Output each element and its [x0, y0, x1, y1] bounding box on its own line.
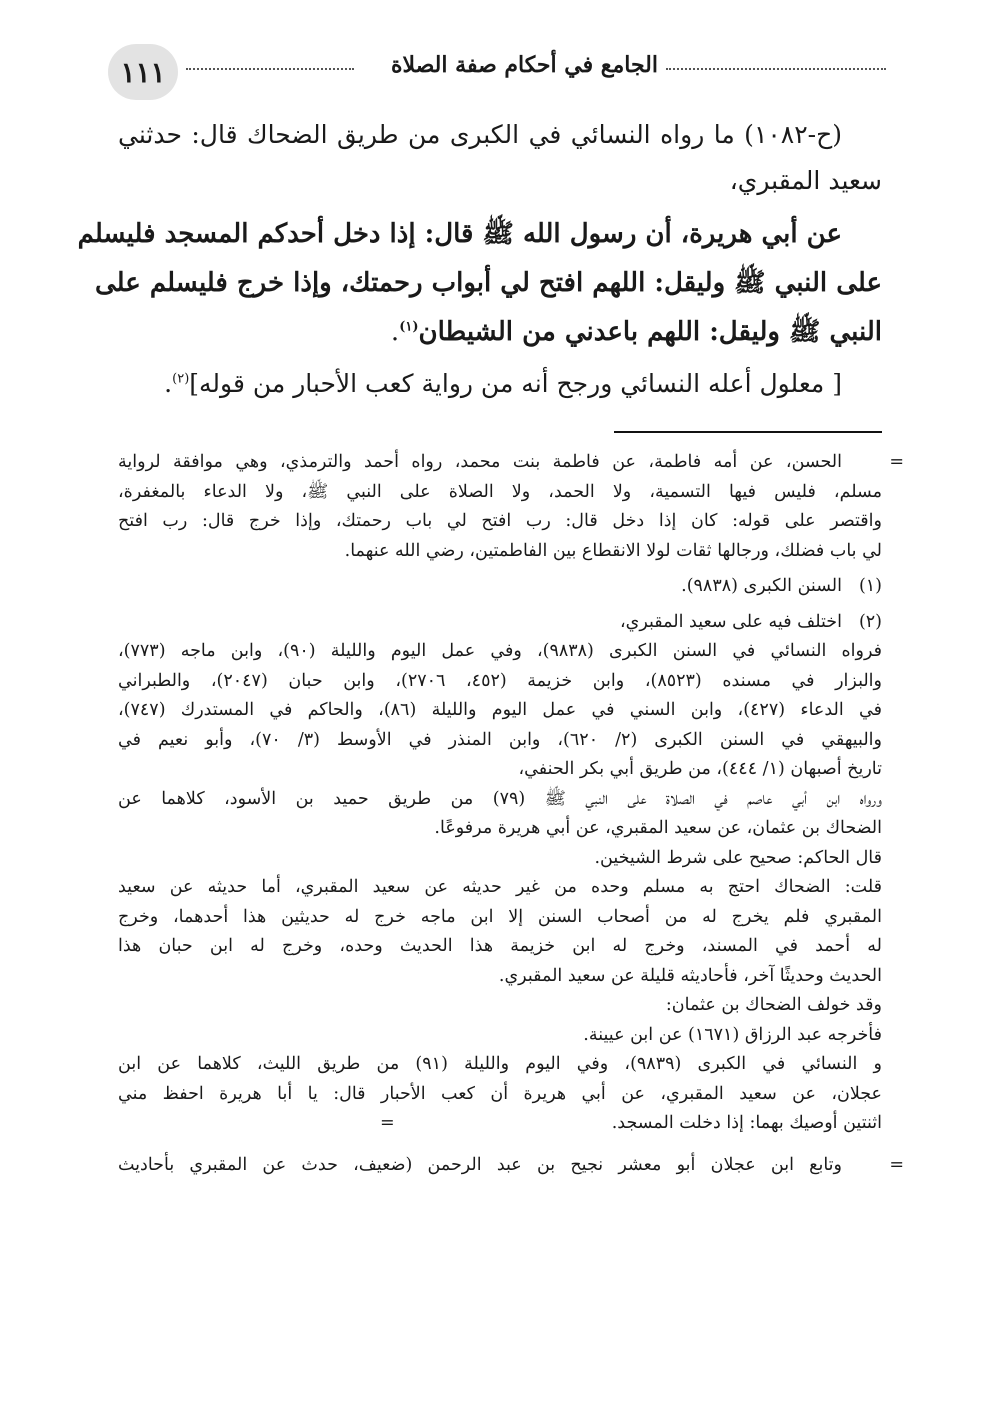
- footnote-line: الضحاك بن عثمان، عن سعيد المقبري، عن أبي هريرة مرفوعًا.: [434, 818, 882, 838]
- footnotes: [118, 448, 904, 1180]
- footnote-text: السنن الكبرى (٩٨٣٨).: [681, 576, 842, 596]
- footnote-line: [118, 1151, 904, 1181]
- hadith-text-line: عن أبي هريرة، أن رسول الله ﷺ قال: إذا دخل أحدكم المسجد فليسلم: [77, 219, 842, 249]
- footnote-ref: (٢): [172, 371, 190, 387]
- footnote-text: اختلف فيه على سعيد المقبري،: [620, 611, 842, 632]
- book-title: الجامع في أحكام صفة الصلاة: [383, 52, 666, 78]
- hadith-text-line: [118, 308, 882, 357]
- footnote-line: ورواه ابن أبي عاصم في الصلاة على النبي ﷺ (٧٩) من طريق حميد بن الأسود، كلاهما عن: [118, 788, 882, 809]
- footnote-line: واقتصر على قوله: كان إذا دخل قال: رب افتح لي باب رحمتك، وإذا خرج قال: رب افتح: [118, 511, 882, 531]
- footnote-text: اثنتين أوصيك بهما: إذا دخلت المسجد.: [611, 1113, 882, 1133]
- page-number: ١١١: [108, 44, 178, 100]
- footnote-separator: [614, 431, 882, 433]
- hadith-text: النبي ﷺ وليقل: اللهم باعدني من الشيطان: [418, 317, 882, 347]
- footnote-line: عجلان، عن سعيد المقبري، عن أبي هريرة أن كعب الأحبار قال: يا أبا هريرة احفظ مني: [118, 1083, 882, 1104]
- footnote-ref: (١): [399, 319, 419, 335]
- footnote-line: والبيهقي في السنن الكبرى (٢/ ٦٢٠)، وابن المنذر في الأوسط (٣/ ٧٠)، وأبو نعيم في: [118, 729, 882, 750]
- continuation-mark: =: [889, 452, 904, 472]
- footnote-line: وقد خولف الضحاك بن عثمان:: [665, 995, 882, 1015]
- footnote-line: تاريخ أصبهان (١/ ٤٤٤)، من طريق أبي بكر الحنفي،: [518, 759, 882, 779]
- verdict-text: [ معلول أعله النسائي ورجح أنه من رواية كعب الأحبار من قوله]: [189, 369, 842, 398]
- footnote-line: مسلم، فليس فيها التسمية، ولا الحمد، ولا الصلاة على النبي ﷺ، ولا الدعاء بالمغفرة،: [118, 481, 882, 502]
- footnote-line: والبزار في مسنده (٨٥٢٣)، وابن خزيمة (٤٥٢، ٢٧٠٦)، وابن حبان (٢٠٤٧)، والطبراني: [118, 670, 882, 691]
- hadith-intro-line: (ح-١٠٨٢) ما رواه النسائي في الكبرى من طريق الضحاك قال: حدثني: [118, 120, 842, 149]
- footnote-line: فرواه النسائي في السنن الكبرى (٩٨٣٨)، وفي عمل اليوم والليلة (٩٠)، وابن ماجه (٧٧٣)،: [118, 641, 883, 661]
- footnote-2: [118, 608, 882, 638]
- footnote-number: (١): [858, 576, 882, 596]
- footnote-text: وتابع ابن عجلان أبو معشر نجيح بن عبد الرحمن (ضعيف، حدث عن المقبري بأحاديث: [118, 1154, 842, 1175]
- footnote-line: [118, 448, 904, 478]
- footnote-line: قال الحاكم: صحيح على شرط الشيخين.: [594, 847, 882, 868]
- footnote-text: الحسن، عن أمه فاطمة، عن فاطمة بنت محمد، رواه أحمد والترمذي، وهي موافقة لرواية: [118, 452, 842, 472]
- footnote-line: و النسائي في الكبرى (٩٨٣٩)، وفي اليوم والليلة (٩١) من طريق الليث، كلاهما عن ابن: [118, 1054, 882, 1074]
- footnote-line: الحديث وحديثًا آخر، فأحاديثه قليلة عن سعيد المقبري.: [498, 965, 882, 986]
- footnote-line: فأخرجه عبد الرزاق (١٦٧١) عن ابن عيينة.: [583, 1024, 882, 1045]
- footnote-line: قلت: الضحاك احتج به مسلم وحده من غير حديثه عن سعيد المقبري، أما حديثه عن سعيد: [118, 877, 882, 897]
- header-dotted-rule: [186, 68, 354, 70]
- footnote-line: له أحمد في المسند، وخرج له ابن خزيمة هذا الحديث وحده، وخرج له ابن حبان هذا: [118, 936, 882, 956]
- continuation-mark: =: [889, 1154, 904, 1175]
- running-header: [108, 44, 886, 100]
- hadith-text-line: على النبي ﷺ وليقل: اللهم افتح لي أبواب رحمتك، وإذا خرج فليسلم على: [95, 268, 882, 298]
- hadith-intro-line: سعيد المقبري،: [729, 166, 882, 195]
- header-dotted-rule: [666, 68, 886, 70]
- footnote-line: في الدعاء (٤٢٧)، وابن السني في عمل اليوم والليلة (٨٦)، والحاكم في المستدرك (٧٤٧)،: [118, 700, 882, 720]
- footnote-number: (٢): [858, 611, 882, 632]
- footnote-line: المقبري فلم يخرج له من أصحاب السنن إلا ابن ماجه خرج له حديثين هذا أحدهما، وخرج: [118, 906, 882, 927]
- footnote-1: [118, 572, 882, 602]
- footnote-line: لي باب فضلك، ورجالها ثقات لولا الانقطاع بين الفاطمتين، رضي الله عنهما.: [344, 540, 882, 561]
- verdict-line: [118, 361, 882, 407]
- footnote-line: [118, 1109, 882, 1139]
- main-text: [77, 112, 882, 407]
- period: .: [390, 317, 400, 347]
- continuation-mark: =: [380, 1113, 395, 1133]
- period: .: [164, 369, 173, 398]
